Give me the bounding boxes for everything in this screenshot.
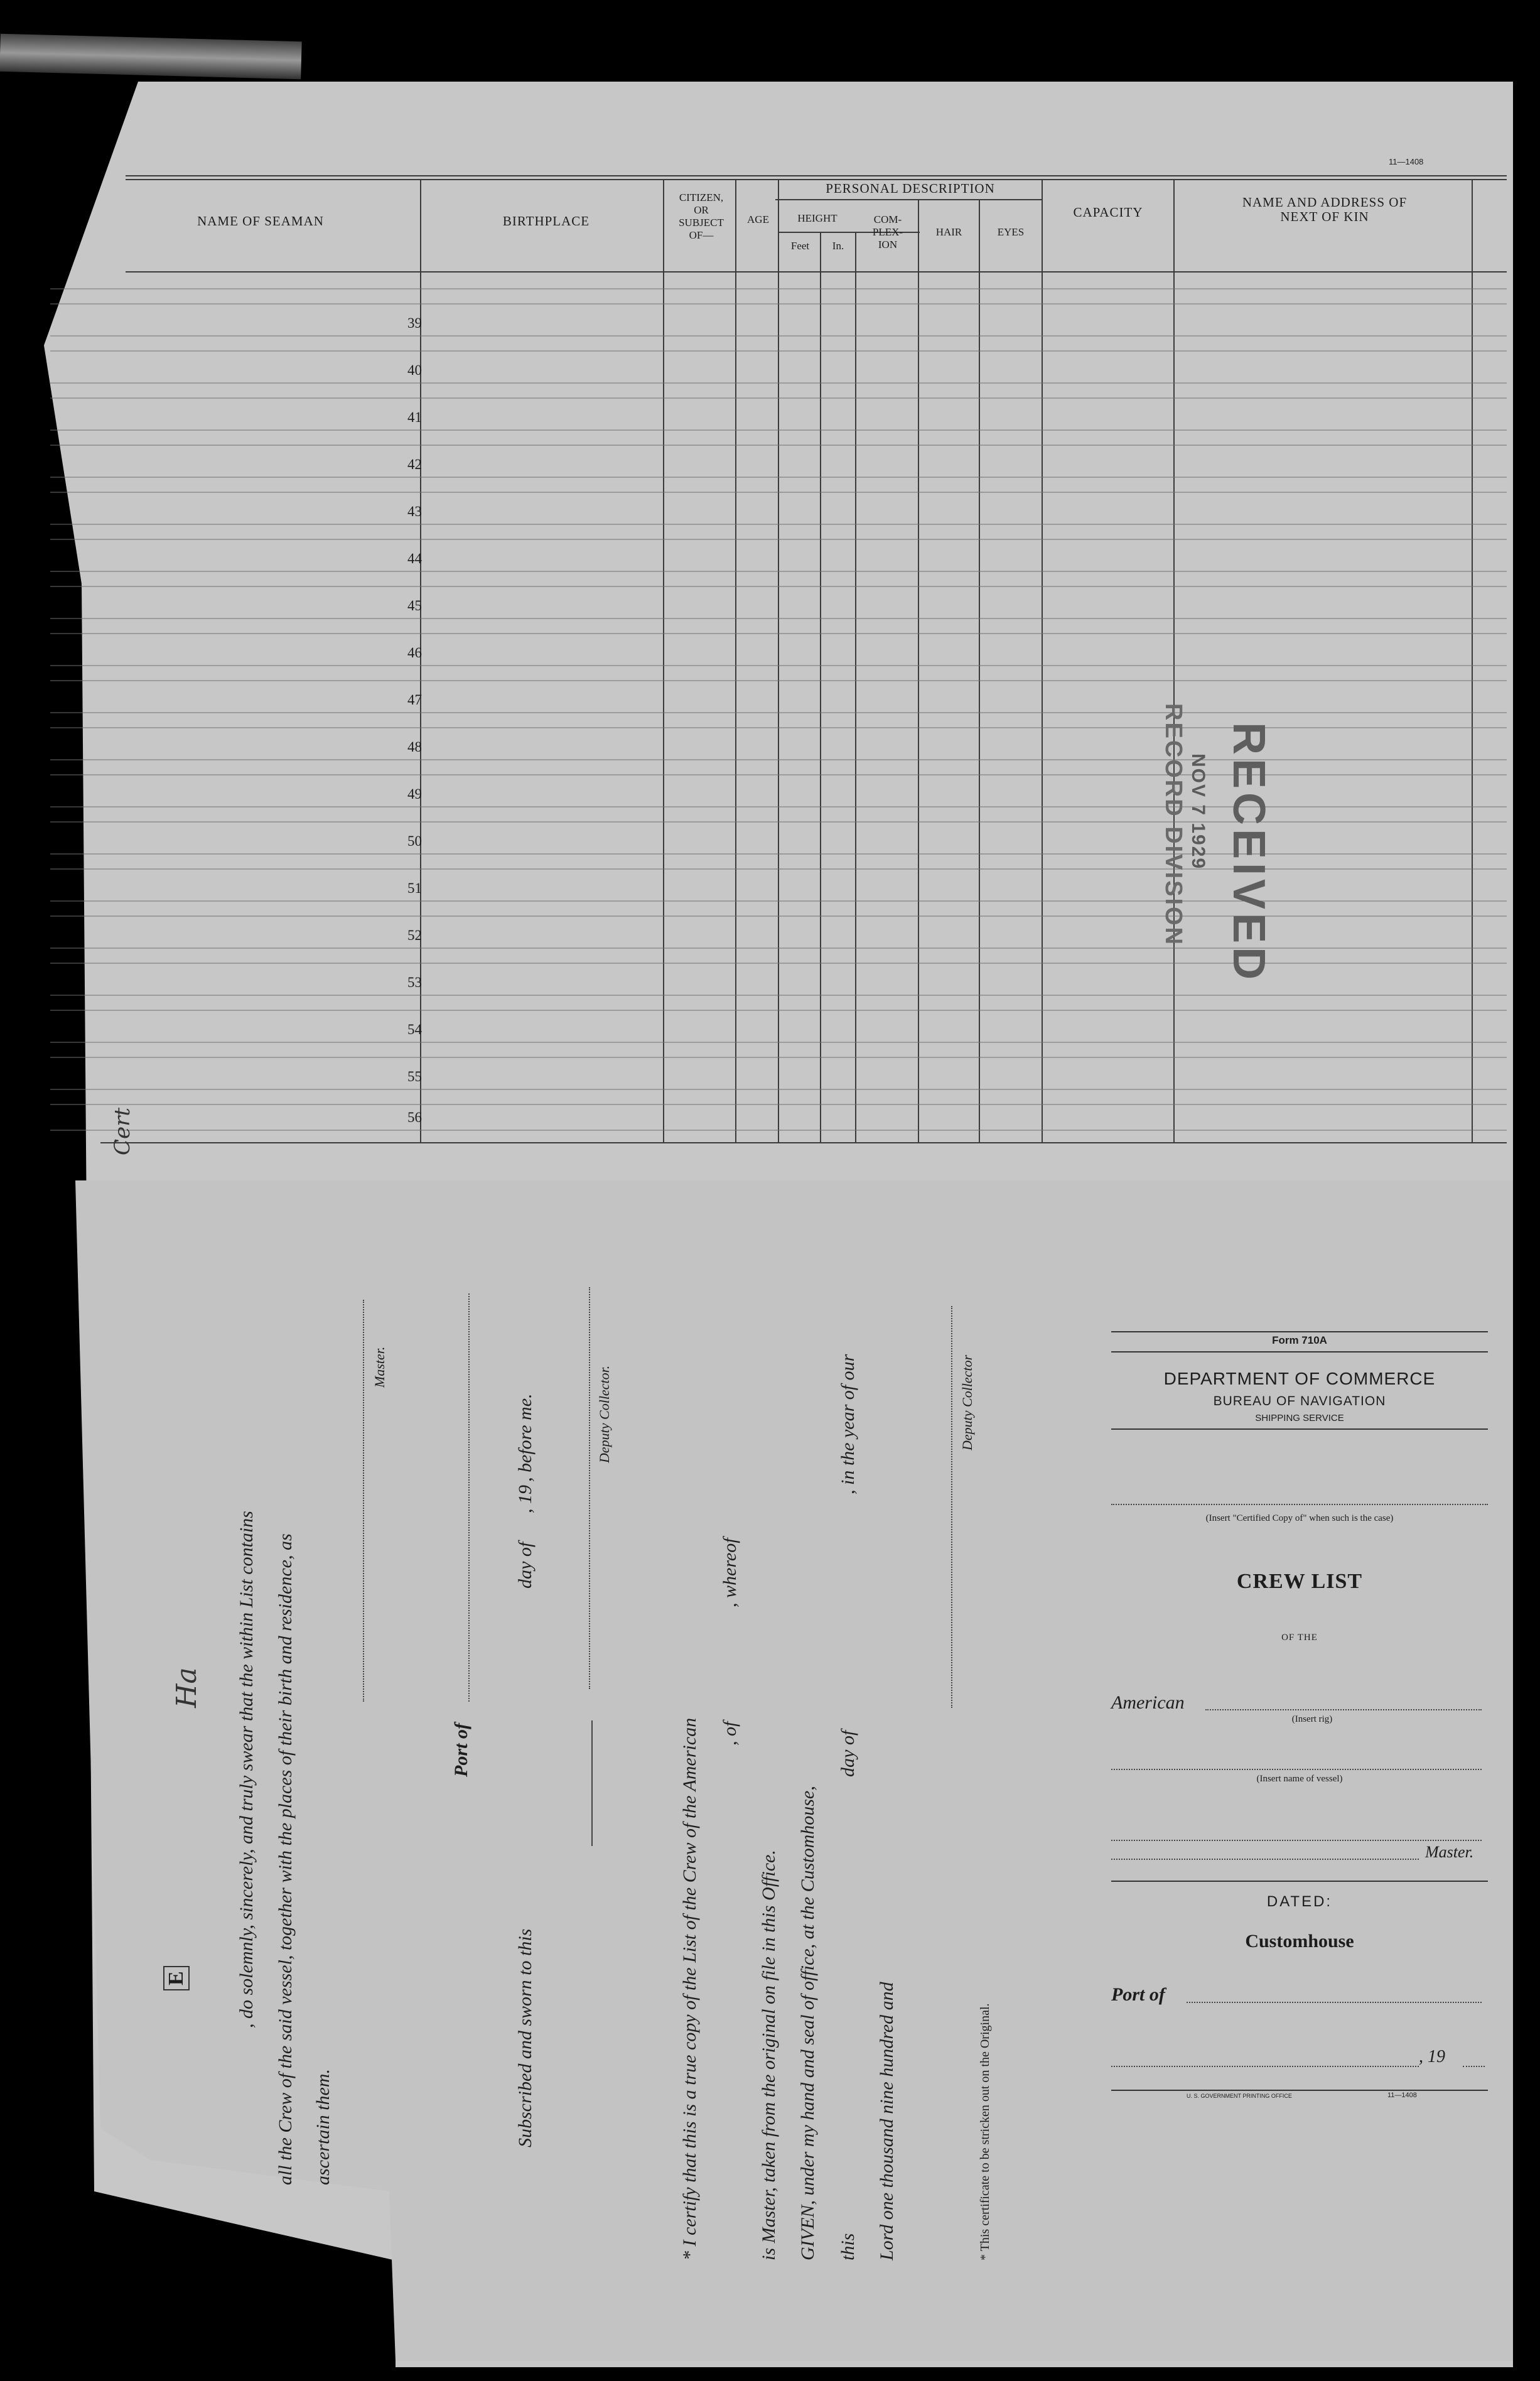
stamp-division: RECORD DIVISION — [1160, 703, 1187, 947]
row-number-54: 54 — [407, 1022, 422, 1037]
col-eyes: EYES — [997, 226, 1025, 238]
row-number-49: 49 — [407, 786, 422, 802]
cover-american: American — [1111, 1692, 1185, 1713]
port-of-line — [468, 1293, 470, 1702]
master-signature-line — [363, 1300, 364, 1702]
cover-of-the: OF THE — [1281, 1633, 1318, 1643]
col-capacity: CAPACITY — [1073, 205, 1143, 220]
certificate-of: , of — [719, 1721, 740, 1746]
cover-master: Master. — [1425, 1843, 1474, 1861]
cover-title: CREW LIST — [1236, 1570, 1363, 1593]
row-number-51: 51 — [407, 880, 422, 896]
certificate-line-3: is Master, taken from the original on file in this Office. — [758, 1850, 779, 2260]
cover-insert-vessel: (Insert name of vessel) — [1256, 1774, 1343, 1784]
oath-before-me: , before me. — [515, 1393, 536, 1482]
row-number-40: 40 — [407, 362, 422, 378]
row-number-56: 56 — [407, 1110, 422, 1125]
port-line — [1187, 2002, 1482, 2003]
certificate-lord: Lord one thousand nine hundred and — [876, 1982, 897, 2260]
stamp-received: RECEIVED — [1224, 722, 1274, 984]
col-feet: Feet — [790, 240, 810, 252]
date-line — [1111, 2066, 1419, 2067]
certificate-signature-line — [951, 1306, 952, 1708]
cover-dated: DATED: — [1266, 1893, 1333, 1910]
cover-service: SHIPPING SERVICE — [1255, 1413, 1344, 1423]
col-age: AGE — [747, 213, 769, 225]
oath-subscribed: Subscribed and sworn to this — [515, 1928, 536, 2147]
oath-port-of: Port of — [451, 1723, 471, 1777]
row-number-47: 47 — [407, 692, 422, 708]
certificate-line-1: * I certify that this is a true copy of the List of the Crew of the American — [679, 1717, 700, 2260]
col-birthplace: BIRTHPLACE — [502, 213, 590, 229]
cover-panel — [1111, 1325, 1488, 2097]
row-number-46: 46 — [407, 645, 422, 661]
certificate-this: this — [837, 2233, 858, 2260]
col-height: HEIGHT — [797, 212, 837, 224]
row-number-45: 45 — [407, 598, 422, 613]
cover-blank-line — [1111, 1840, 1482, 1841]
col-hair: HAIR — [935, 226, 962, 238]
cover-insert-rig: (Insert rig) — [1291, 1714, 1333, 1724]
oath-divider — [591, 1720, 593, 1846]
row-number-42: 42 — [407, 456, 422, 472]
cover-certified-note: (Insert "Certified Copy of" when such is the case) — [1205, 1513, 1394, 1523]
cover-rule-3 — [1111, 1428, 1488, 1430]
certificate-given: GIVEN, under my hand and seal of office, at the Customhouse, — [797, 1786, 818, 2260]
cover-port-of: Port of — [1111, 1984, 1165, 2005]
cover-top-rule — [1111, 1331, 1488, 1332]
cover-bureau: BUREAU OF NAVIGATION — [1213, 1394, 1386, 1408]
cover-rule-4 — [1111, 1881, 1488, 1882]
certificate-footnote: * This certificate to be stricken out on the Original. — [978, 2003, 992, 2260]
cover-19: , 19 — [1419, 2047, 1445, 2066]
cover-customhouse: Customhouse — [1245, 1931, 1354, 1952]
col-name-of-seaman: NAME OF SEAMAN — [197, 213, 324, 229]
certificate-day-of: day of — [837, 1730, 858, 1777]
cover-bottom-rule — [1111, 2090, 1488, 2091]
stamp-date: NOV 7 1929 — [1188, 753, 1209, 870]
vessel-line — [1111, 1769, 1482, 1770]
col-inches: In. — [832, 240, 844, 252]
oath-master-label: Master. — [372, 1346, 387, 1388]
oath-deputy-collector: Deputy Collector. — [596, 1365, 612, 1463]
row-number-43: 43 — [407, 504, 422, 519]
row-number-53: 53 — [407, 975, 422, 990]
master-line — [1111, 1859, 1419, 1860]
deputy-signature-line — [589, 1287, 590, 1689]
cover-printer: U. S. GOVERNMENT PRINTING OFFICE — [1187, 2093, 1292, 2099]
row-number-41: 41 — [407, 409, 422, 425]
margin-note-handwriting: Cert — [110, 1107, 135, 1155]
boxed-mark: E — [163, 1966, 190, 1990]
rig-line — [1205, 1709, 1482, 1710]
certificate-year-of-our: , in the year of our — [837, 1354, 858, 1494]
year-line — [1463, 2066, 1485, 2067]
oath-day-of: day of — [515, 1541, 536, 1589]
certificate-whereof: , whereof — [719, 1538, 740, 1607]
handwritten-scrawl: Ha — [171, 1667, 203, 1708]
row-number-55: 55 — [407, 1069, 422, 1084]
row-number-39: 39 — [407, 315, 422, 331]
cover-form-code: 11—1408 — [1387, 2092, 1417, 2099]
oath-line-3: ascertain them. — [313, 2069, 333, 2185]
row-number-50: 50 — [407, 833, 422, 849]
oath-19: , 19 — [515, 1485, 536, 1513]
row-number-44: 44 — [407, 551, 422, 566]
col-personal-description: PERSONAL DESCRIPTION — [826, 181, 995, 196]
row-number-48: 48 — [407, 739, 422, 755]
cover-rule-2 — [1111, 1351, 1488, 1352]
certificate-deputy-collector: Deputy Collector — [959, 1354, 975, 1450]
row-number-52: 52 — [407, 927, 422, 943]
cover-department: DEPARTMENT OF COMMERCE — [1163, 1369, 1436, 1388]
cover-form-number: Form 710A — [1272, 1334, 1327, 1346]
form-number: 11—1408 — [1389, 157, 1424, 166]
certified-copy-line — [1111, 1504, 1488, 1505]
oath-line-2: all the Crew of the said vessel, together with the places of their birth and residence, as — [275, 1533, 296, 2185]
oath-line-1: , do solemnly, sincerely, and truly swear that the within List contains — [236, 1511, 257, 2028]
